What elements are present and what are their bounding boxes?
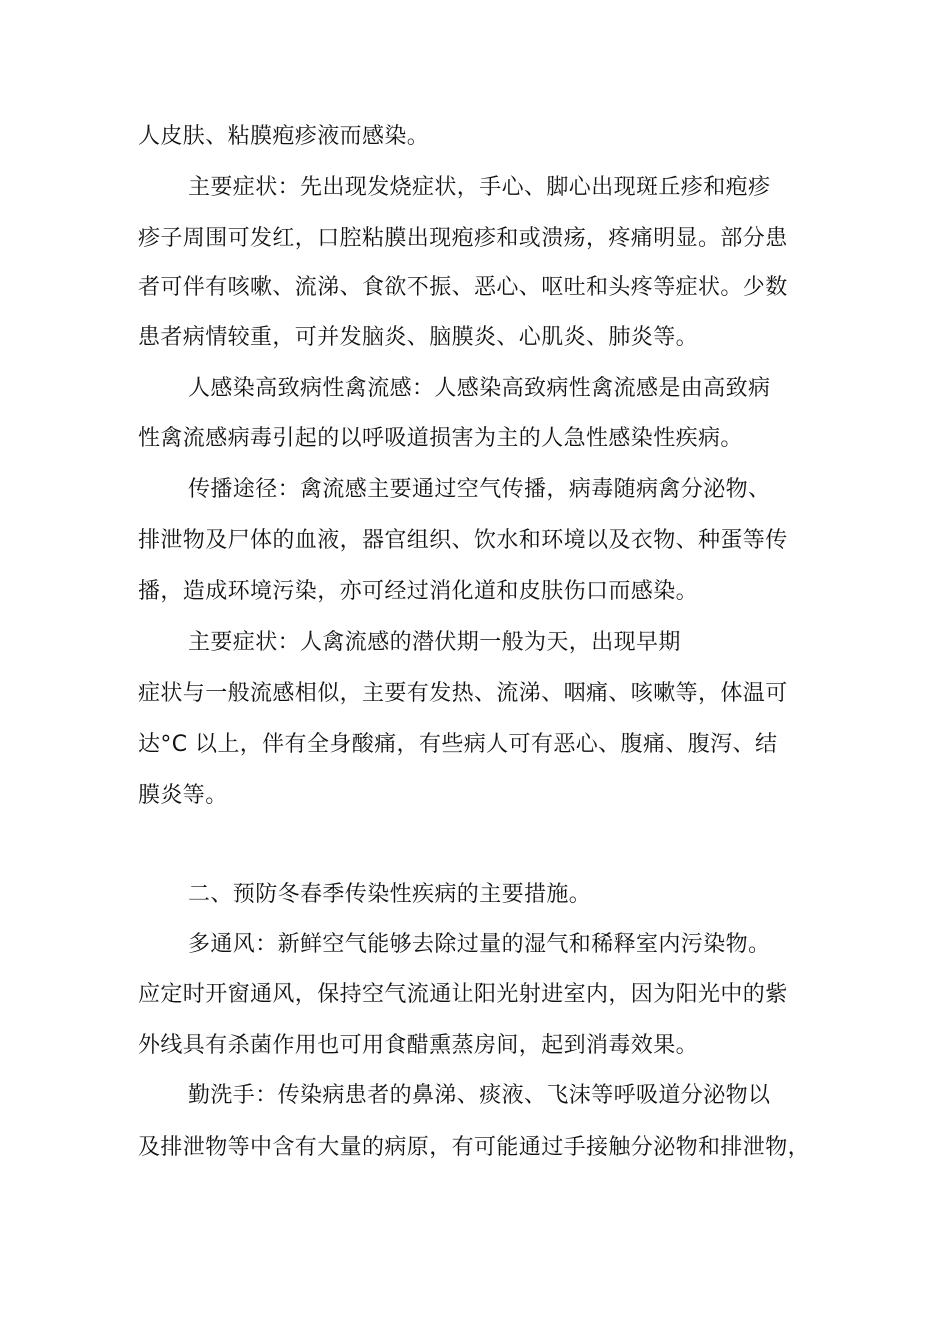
text-line: 及排泄物等中含有大量的病原，有可能通过手接触分泌物和排泄物，: [138, 1135, 811, 1160]
section-heading: 二、预防冬春季传染性疾病的主要措施。: [188, 882, 592, 907]
text-line: 症状与一般流感相似，主要有发热、流涕、咽痛、咳嗽等，体温可: [138, 681, 788, 706]
text-line: 疹子周围可发红，口腔粘膜出现疱疹和或溃疡，疼痛明显。部分患: [138, 226, 788, 251]
text-line: 应定时开窗通风，保持空气流通让阳光射进室内，因为阳光中的紫: [138, 982, 788, 1007]
text-line: 播，造成环境污染，亦可经过消化道和皮肤伤口而感染。: [138, 579, 699, 604]
text-line: 达°C 以上，伴有全身酸痛，有些病人可有恶心、腹痛、腹泻、结: [138, 732, 778, 757]
text-line: 膜炎等。: [138, 783, 228, 808]
text-line: 性禽流感病毒引起的以呼吸道损害为主的人急性感染性疾病。: [138, 426, 743, 451]
text-line: 排泄物及尸体的血液，器官组织、饮水和环境以及衣物、种蛋等传: [138, 528, 788, 553]
text-line: 人感染高致病性禽流感：人感染高致病性禽流感是由高致病: [188, 376, 771, 401]
text-line: 主要症状：人禽流感的潜伏期一般为天，出现早期: [188, 630, 681, 655]
text-line: 者可伴有咳嗽、流涕、食欲不振、恶心、呕吐和头疼等症状。少数: [138, 275, 788, 300]
text-line: 多通风：新鲜空气能够去除过量的湿气和稀释室内污染物。: [188, 932, 771, 957]
text-line: 患者病情较重，可并发脑炎、脑膜炎、心肌炎、肺炎等。: [138, 325, 699, 350]
text-line: 人皮肤、粘膜疱疹液而感染。: [138, 124, 430, 149]
text-line: 外线具有杀菌作用也可用食醋熏蒸房间，起到消毒效果。: [138, 1033, 699, 1058]
text-line: 传播途径：禽流感主要通过空气传播，病毒随病禽分泌物、: [188, 477, 771, 502]
text-line: 主要症状：先出现发烧症状，手心、脚心出现斑丘疹和疱疹: [188, 175, 771, 200]
text-line: 勤洗手：传染病患者的鼻涕、痰液、飞沫等呼吸道分泌物以: [188, 1083, 771, 1108]
